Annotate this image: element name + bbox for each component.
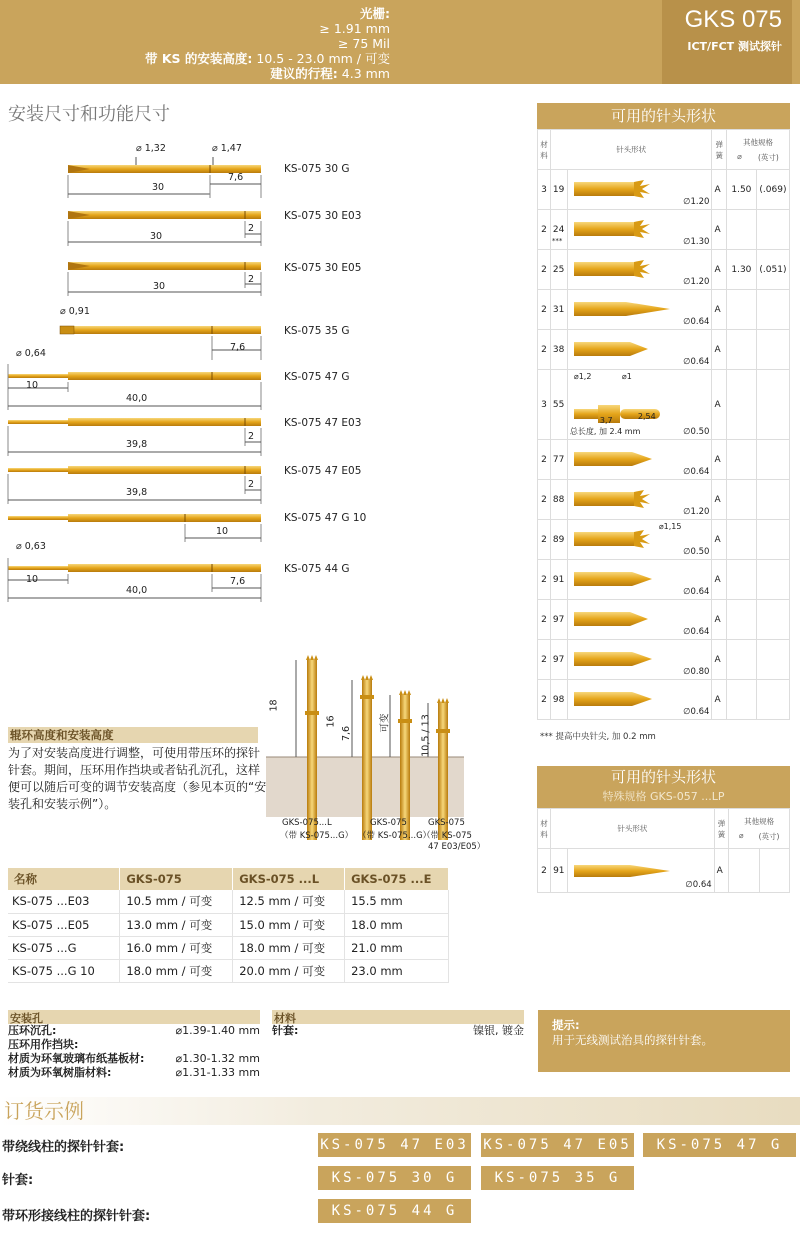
dim-l10-1: 10 (26, 380, 39, 391)
tip-shape-icon (570, 528, 675, 552)
head-dia: ∅1.20 (683, 277, 710, 287)
len-cell: KS-075 ...G (8, 936, 120, 959)
head-spring: A (712, 480, 726, 520)
head-spring: A (712, 250, 726, 290)
special-head-subtitle: 特殊规格 GKS-057 ...LP (602, 790, 725, 803)
head-other-mm (726, 330, 756, 370)
len-h2: GKS-075 ...L (233, 868, 345, 890)
head-dia: ∅1.20 (683, 507, 710, 517)
head-dia: ∅0.64 (683, 627, 710, 637)
head-other-in (756, 680, 789, 720)
head-row (538, 370, 790, 440)
tip-shape-icon (570, 401, 675, 425)
head-other-mm (726, 440, 756, 480)
len-cell: 16.0 mm / 可变 (120, 936, 233, 959)
tip-shape-icon (570, 568, 675, 592)
special-head-table (537, 808, 790, 893)
dim-l30-1: 30 (152, 182, 165, 193)
grid-label: 光栅: (360, 6, 390, 21)
col2-other-label: 其他规格 (744, 816, 775, 826)
head-dia: ∅0.50 (683, 547, 710, 557)
ring-h105: 10,5 / 13 (420, 714, 432, 757)
pin-label-7: KS-075 47 E05 (284, 465, 362, 477)
special-row (538, 849, 790, 893)
head-mat: 3 (538, 170, 551, 210)
pin-label-4: KS-075 35 G (284, 325, 350, 337)
head-other-in: (.069) (756, 170, 789, 210)
col2-other (729, 809, 790, 849)
head-row (538, 680, 790, 720)
col-material: 材料 (538, 130, 551, 170)
head-other-mm (726, 640, 756, 680)
head-other-in (756, 440, 789, 480)
col2-mil: (英寸) (758, 831, 780, 841)
len-cell: 10.5 mm / 可变 (120, 890, 233, 913)
tip-shape-icon (570, 448, 675, 472)
head-spring: A (712, 370, 726, 440)
special-dia: ∅0.64 (685, 880, 712, 890)
dim-d064: ⌀ 0,64 (16, 348, 46, 359)
head-mat: 2 (538, 250, 551, 290)
head-mat: 2 (538, 520, 551, 560)
grid-mm: ≥ 1.91 mm (319, 21, 390, 36)
head-dia: ∅0.64 (683, 467, 710, 477)
head-spring: A (712, 210, 726, 250)
dim-d063: ⌀ 0,63 (16, 541, 46, 552)
head-other-mm (726, 600, 756, 640)
head-other-in (756, 480, 789, 520)
head-dia: ∅1.30 (683, 237, 710, 247)
head-other-in (756, 520, 789, 560)
ring-cap1b: （带 KS-075...G） (280, 831, 354, 841)
ring-cap2: GKS-075 (370, 818, 407, 828)
row55-d1: ⌀1 (621, 372, 632, 381)
dim-l10-3: 10 (26, 574, 39, 585)
len-cell: KS-075 ...G 10 (8, 959, 120, 982)
pin-label-2: KS-075 30 E03 (284, 210, 362, 222)
col-shape: 针头形状 (550, 130, 712, 170)
head-shape-cell (567, 520, 712, 560)
len-cell: 20.0 mm / 可变 (233, 959, 345, 982)
len-cell: 18.0 mm (345, 913, 449, 936)
head-code: 19 (550, 170, 567, 210)
head-row (538, 640, 790, 680)
head-shape-cell (567, 560, 712, 600)
head-row (538, 290, 790, 330)
dim-d091: ⌀ 0,91 (60, 306, 90, 317)
order-label-2: 针套: (2, 1173, 34, 1188)
len-cell: 15.0 mm / 可变 (233, 913, 345, 936)
dim-d147: ⌀ 1,47 (212, 143, 242, 154)
head-dia: ∅0.64 (683, 707, 710, 717)
row55-total: 总长度, 加 2.4 mm (569, 427, 641, 436)
head-spring: A (712, 600, 726, 640)
head-mat: 3 (538, 370, 551, 440)
head-row (538, 480, 790, 520)
grid-mil: ≥ 75 Mil (337, 36, 390, 51)
len-cell: 21.0 mm (345, 936, 449, 959)
pin-47e03 (8, 418, 261, 456)
length-table (8, 868, 449, 983)
col-other (726, 130, 789, 170)
dim-l398-1: 39,8 (126, 439, 148, 450)
order-title: 订货示例 (0, 1097, 800, 1125)
hole-value: ⌀1.39-1.40 mm (175, 1024, 260, 1037)
pin-label-5: KS-075 47 G (284, 371, 350, 383)
len-cell: 18.0 mm / 可变 (233, 936, 345, 959)
head-dia: ∅0.64 (683, 587, 710, 597)
special-spring: A (714, 849, 729, 893)
hole-label: 压环沉孔: (8, 1024, 57, 1037)
len-h3: GKS-075 ...E (345, 868, 449, 890)
head-other-in (756, 600, 789, 640)
special-other-in (759, 849, 789, 893)
dim-l2-3: 2 (248, 431, 255, 442)
ring-h16: 16 (325, 715, 337, 728)
col2-material: 材料 (538, 809, 551, 849)
ring-title: 辊环高度和安装高度 (8, 727, 258, 743)
ring-cap2b: （带 KS-075...G） (358, 831, 432, 841)
head-spring: A (712, 330, 726, 370)
tip-shape-icon (570, 648, 675, 672)
head-other-in (756, 210, 789, 250)
head-shapes-title: 可用的针头形状 (537, 103, 790, 129)
head-shape-cell (567, 330, 712, 370)
order-item-ks07547e05[interactable]: KS-075 47 E05 (481, 1133, 634, 1157)
col2-spring: 弹簧 (714, 809, 729, 849)
head-dia: ∅0.64 (683, 317, 710, 327)
row55-l37: 3,7 (599, 416, 613, 425)
len-row (8, 890, 449, 913)
col2-dia: ⌀ (738, 830, 744, 840)
hole-label: 材质为环氧玻璃布纸基板材: (8, 1052, 145, 1065)
head-shapes-table (537, 129, 790, 720)
ring-cap3c: 47 E03/E05） (428, 842, 486, 852)
model-subtitle: ICT/FCT 测试探针 (687, 40, 782, 53)
head-other-mm (726, 680, 756, 720)
row55-l254: 2,54 (637, 412, 656, 421)
len-cell: KS-075 ...E05 (8, 913, 120, 936)
dim-l30-3: 30 (153, 281, 166, 292)
special-head-header (537, 766, 790, 808)
pin-30e03 (68, 211, 261, 246)
ring-h76: 7,6 (341, 725, 353, 742)
head-mat: 2 (538, 330, 551, 370)
len-h0: 名称 (8, 868, 120, 890)
dim-l30-2: 30 (150, 231, 163, 242)
pin-label-1: KS-075 30 G (284, 163, 350, 175)
material-label: 针套: (272, 1024, 299, 1037)
col2-shape: 针头形状 (551, 809, 715, 849)
ring-cap3b: （带 KS-075 (422, 831, 472, 841)
head-mat: 2 (538, 290, 551, 330)
head-code: 24 (550, 210, 567, 250)
tip-shape-icon (570, 298, 675, 322)
hint-box (538, 1010, 790, 1072)
special-shape-cell (568, 849, 714, 893)
mount-label: 带 KS 的安装高度: (145, 51, 253, 66)
tip-shape-icon (570, 861, 680, 881)
head-other-in (756, 330, 789, 370)
special-other-mm (729, 849, 759, 893)
len-h1: GKS-075 (120, 868, 233, 890)
stars-mark: *** (551, 237, 563, 245)
len-cell: 23.0 mm (345, 959, 449, 982)
head-row (538, 440, 790, 480)
hole-value: ⌀1.30-1.32 mm (175, 1052, 260, 1065)
head-other-mm (726, 520, 756, 560)
head-dia: ∅1.20 (683, 197, 710, 207)
head-other-in (756, 640, 789, 680)
dim-l400-1: 40,0 (126, 393, 148, 404)
col-dia: ⌀ (737, 151, 742, 161)
model-title: GKS 075 (684, 6, 782, 33)
tip-shape-icon (570, 338, 675, 362)
order-item-ks07547g[interactable]: KS-075 47 G (643, 1133, 796, 1157)
head-spring: A (712, 170, 726, 210)
hole-row (8, 1038, 260, 1052)
hint-text: 用于无线测试治具的探针针套。 (552, 1033, 713, 1047)
dim-l2-4: 2 (248, 479, 255, 490)
head-row (538, 560, 790, 600)
material-value: 镍银, 镀金 (473, 1024, 524, 1037)
dim-l76-2: 7,6 (230, 342, 246, 353)
ring-cap1: GKS-075...L (282, 818, 332, 828)
ring-cap3: GKS-075 (428, 818, 465, 828)
hole-row (8, 1052, 260, 1066)
head-code: 55 (550, 370, 567, 440)
head-shape-cell (567, 640, 712, 680)
tip-shape-icon (570, 258, 675, 282)
head-shape-cell (567, 440, 712, 480)
len-cell: 13.0 mm / 可变 (120, 913, 233, 936)
dim-l76-1: 7,6 (228, 172, 244, 183)
spec-summary (145, 6, 390, 81)
ring-var: 可变 (379, 713, 391, 733)
head-mat: 2 (538, 440, 551, 480)
head-code: 77 (550, 440, 567, 480)
head-shape-cell (567, 680, 712, 720)
head-row (538, 330, 790, 370)
dim-l400-2: 40,0 (126, 585, 148, 596)
head-code: 98 (550, 680, 567, 720)
pin-label-3: KS-075 30 E05 (284, 262, 362, 274)
head-other-in (756, 560, 789, 600)
head-code: 97 (550, 600, 567, 640)
dim-l2-1: 2 (248, 223, 255, 234)
hole-label: 压环用作挡块: (8, 1038, 79, 1051)
head-spring: A (712, 520, 726, 560)
len-cell: 18.0 mm / 可变 (120, 959, 233, 982)
row55-d12: ⌀1,2 (573, 372, 592, 381)
head-shape-cell (567, 290, 712, 330)
dimensions-title: 安装尺寸和功能尺寸 (8, 104, 170, 125)
head-other-mm (726, 480, 756, 520)
col-spring: 弹簧 (712, 130, 726, 170)
holes-title: 安装孔 (8, 1010, 260, 1024)
head-spring: A (712, 560, 726, 600)
tip-shape-icon (570, 178, 675, 202)
head-spring: A (712, 290, 726, 330)
order-label-3: 带环形接线柱的探针针套: (2, 1209, 151, 1224)
len-row (8, 936, 449, 959)
brand-block (662, 0, 792, 84)
head-shape-cell (567, 250, 712, 290)
head-mat: 2 (538, 640, 551, 680)
head-code: 88 (550, 480, 567, 520)
len-row (8, 959, 449, 982)
hole-row (8, 1024, 260, 1038)
head-code: 97 (550, 640, 567, 680)
ring-h18: 18 (268, 699, 280, 712)
pin-label-8: KS-075 47 G 10 (284, 512, 367, 524)
head-mat: 2 (538, 210, 551, 250)
head-spring: A (712, 440, 726, 480)
travel-label: 建议的行程: (270, 66, 338, 81)
tip-shape-icon (570, 218, 675, 242)
head-mat: 2 (538, 680, 551, 720)
dim-l398-2: 39,8 (126, 487, 148, 498)
head-dia: ∅0.64 (683, 357, 710, 367)
head-other-mm (726, 290, 756, 330)
pin-label-9: KS-075 44 G (284, 563, 350, 575)
col-other-label: 其他规格 (742, 137, 773, 147)
head-other-in: (.051) (756, 250, 789, 290)
col-mil: (英寸) (757, 152, 779, 162)
dim-d132: ⌀ 1,32 (136, 143, 166, 154)
head-mat: 2 (538, 560, 551, 600)
head-code: 31 (550, 290, 567, 330)
len-cell: 12.5 mm / 可变 (233, 890, 345, 913)
head-row (538, 520, 790, 560)
holes-list (8, 1024, 260, 1080)
head-other-in (756, 370, 789, 440)
special-code: 91 (551, 849, 568, 893)
head-row (538, 210, 790, 250)
special-head-title: 可用的针头形状 (610, 768, 716, 786)
material-title: 材料 (272, 1010, 524, 1024)
dim-l10-2: 10 (216, 526, 229, 537)
len-cell: 15.5 mm (345, 890, 449, 913)
order-label-1: 带绕线柱的探针针套: (2, 1140, 125, 1155)
head-shape-cell (567, 480, 712, 520)
head-mat: 2 (538, 600, 551, 640)
head-mat: 2 (538, 480, 551, 520)
head-code: 38 (550, 330, 567, 370)
hole-row (8, 1066, 260, 1080)
travel-value: 4.3 mm (341, 66, 390, 81)
head-dia: ∅0.80 (683, 667, 710, 677)
head-code: 89 (550, 520, 567, 560)
pin-drawings (0, 130, 280, 610)
head-other-mm (726, 560, 756, 600)
tip-shape-icon (570, 688, 675, 712)
len-row (8, 913, 449, 936)
head-row (538, 170, 790, 210)
order-item-ks07547e03[interactable]: KS-075 47 E03 (318, 1133, 471, 1157)
head-shape-cell (567, 170, 712, 210)
pin-47e05 (8, 466, 261, 504)
head-row (538, 600, 790, 640)
footnote: *** 提高中央针尖, 加 0.2 mm (540, 732, 656, 742)
tip-shape-icon (570, 488, 675, 512)
head-row (538, 250, 790, 290)
len-cell: KS-075 ...E03 (8, 890, 120, 913)
head-shape-cell (567, 370, 712, 440)
head-shape-cell (567, 600, 712, 640)
mount-value: 10.5 - 23.0 mm / 可变 (256, 51, 390, 66)
head-spring: A (712, 640, 726, 680)
hole-label: 材质为环氧树脂材料: (8, 1066, 112, 1079)
head-other-mm: 1.50 (726, 170, 756, 210)
special-mat: 2 (538, 849, 551, 893)
row89-note: ⌀1,15 (658, 522, 682, 531)
head-other-mm: 1.30 (726, 250, 756, 290)
tip-shape-icon (570, 608, 675, 632)
dim-l76-3: 7,6 (230, 576, 246, 587)
head-dia: ∅0.50 (683, 427, 710, 437)
head-code: 91 (550, 560, 567, 600)
head-other-mm (726, 210, 756, 250)
hint-title: 提示: (552, 1018, 580, 1032)
order-item-ks07544g[interactable]: KS-075 44 G (318, 1199, 471, 1223)
head-other-in (756, 290, 789, 330)
order-item-ks07535g[interactable]: KS-075 35 G (481, 1166, 634, 1190)
head-code: 25 (550, 250, 567, 290)
order-item-ks07530g[interactable]: KS-075 30 G (318, 1166, 471, 1190)
dim-l2-2: 2 (248, 274, 255, 285)
hole-value: ⌀1.31-1.33 mm (175, 1066, 260, 1079)
head-other-mm (726, 370, 756, 440)
pin-label-6: KS-075 47 E03 (284, 417, 362, 429)
material-row (272, 1024, 524, 1038)
ring-text: 为了对安装高度进行调整，可使用带压环的探针针套。期间，压环用作挡块或者钻孔沉孔，这样便可以随后可变的调节安装高度（参见本页的“安装孔和安装示例”）。 (8, 746, 267, 811)
head-spring: A (712, 680, 726, 720)
